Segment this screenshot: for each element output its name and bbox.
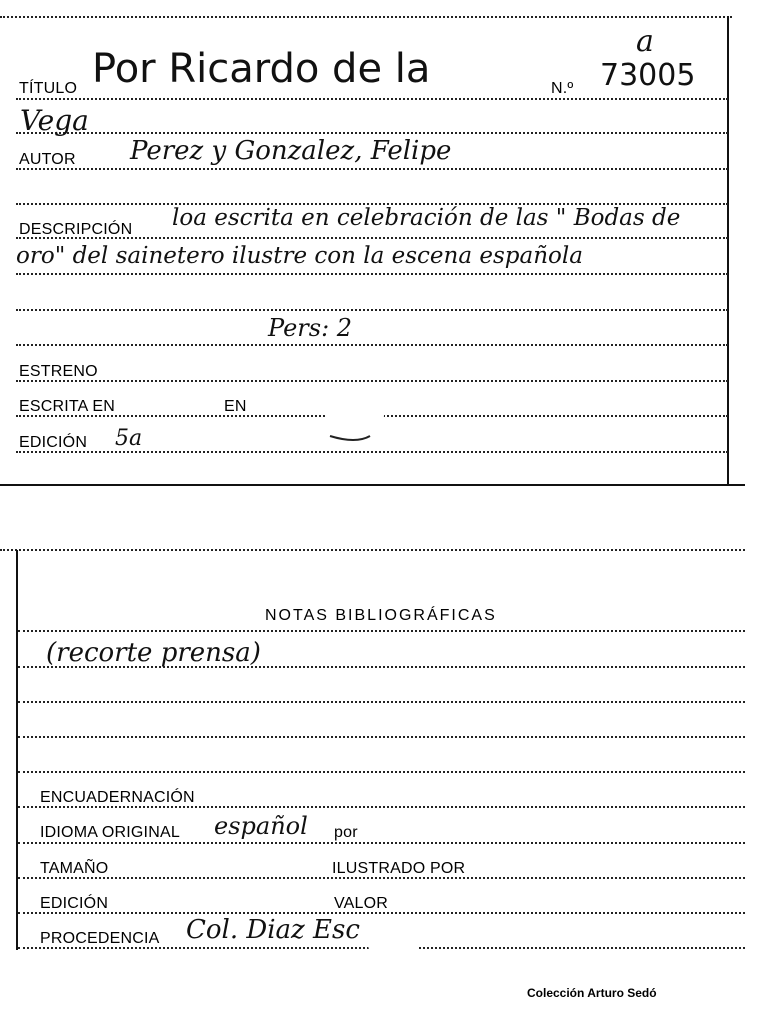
rule-line — [16, 98, 728, 100]
descripcion-label: DESCRIPCIÓN — [19, 221, 133, 238]
procedencia-value: Col. Diaz Esc — [186, 915, 360, 945]
collection-credit: Colección Arturo Sedó — [527, 986, 657, 1000]
descripcion-line1: loa escrita en celebración de las " Bodas de — [172, 205, 681, 231]
nota-value: (recorte prensa) — [46, 638, 261, 668]
edicion-value: 5a — [115, 426, 143, 451]
rule-line — [18, 630, 745, 632]
descripcion-line2: oro" del sainetero ilustre con la escena española — [16, 243, 583, 269]
top-card-bottom-edge — [0, 484, 745, 486]
rule-line — [16, 309, 728, 311]
idioma-value: español — [214, 812, 308, 840]
escrita-en-label: ESCRITA EN — [19, 398, 115, 415]
superscript-a: a — [636, 24, 654, 59]
bottom-card-top-edge — [0, 549, 745, 551]
rule-line — [16, 273, 728, 275]
rule-line — [16, 132, 728, 134]
rule-line — [16, 344, 728, 346]
stamp-blot — [368, 920, 418, 966]
autor-label: AUTOR — [19, 151, 76, 168]
numero-value: 73005 — [600, 58, 696, 93]
procedencia-label: PROCEDENCIA — [40, 930, 160, 947]
numero-label: N.º — [551, 80, 574, 97]
ilustrado-label: ILUSTRADO POR — [332, 860, 466, 877]
top-card-top-edge — [0, 16, 732, 18]
valor-label: VALOR — [334, 895, 389, 912]
rule-line — [18, 771, 745, 773]
autor-value: Perez y Gonzalez, Felipe — [130, 136, 452, 166]
rule-line — [18, 842, 745, 844]
rule-line — [18, 736, 745, 738]
edicion-label: EDICIÓN — [19, 434, 88, 451]
titulo-value: Por Ricardo de la — [92, 46, 431, 92]
estreno-label: ESTRENO — [19, 363, 98, 380]
notas-heading: NOTAS BIBLIOGRÁFICAS — [265, 607, 497, 624]
idioma-label: IDIOMA ORIGINAL — [40, 824, 180, 841]
bottom-card-left-edge — [16, 550, 18, 950]
encuadernacion-label: ENCUADERNACIÓN — [40, 789, 195, 806]
personajes-value: Pers: 2 — [268, 314, 353, 342]
titulo-value-cont: Vega — [20, 104, 89, 137]
rule-line — [16, 451, 728, 453]
en-label: EN — [224, 398, 247, 415]
edicion-label-bottom: EDICIÓN — [40, 895, 109, 912]
blot-arc — [326, 428, 386, 448]
titulo-label: TÍTULO — [19, 80, 78, 97]
tamano-label: TAMAÑO — [40, 860, 109, 877]
por-label: por — [334, 824, 358, 841]
rule-line — [16, 380, 728, 382]
rule-line — [16, 168, 728, 170]
rule-line — [18, 701, 745, 703]
